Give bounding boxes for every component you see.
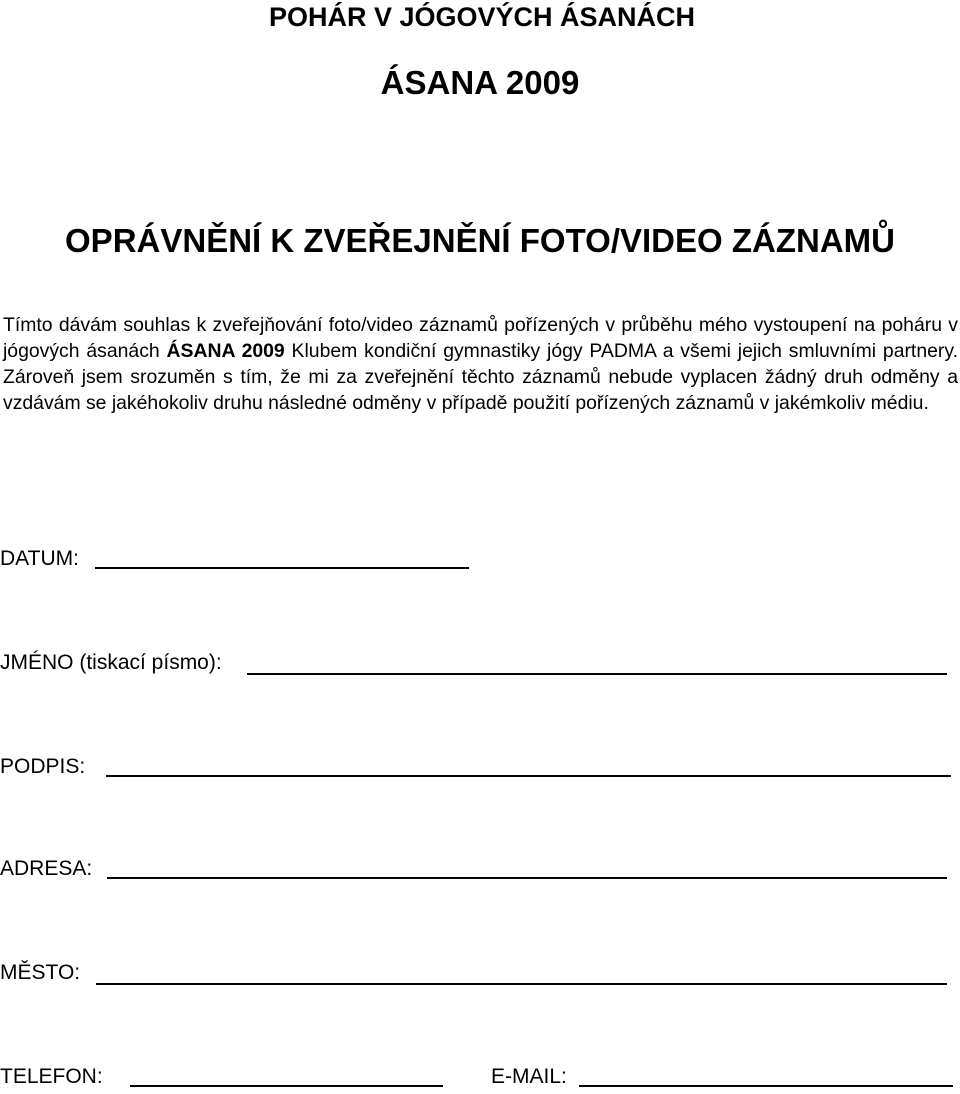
phone-label: TELEFON:	[0, 1065, 103, 1088]
phone-line[interactable]	[130, 1085, 443, 1087]
paragraph-text-end: Klubem kondiční gymnastiky jógy PADMA a všemi jejich smluvními partnery. Zároveň jsem srozuměn s tím, že mi za zveřejnění těchto záznamů nebude vyplacen žádný druh odměny a vzdávám se jakéhokoliv druhu následné odměny v případě použití pořízených záznamů v jakémkoliv médiu.	[3, 340, 958, 414]
address-line[interactable]	[107, 877, 947, 879]
event-title: POHÁR V JÓGOVÝCH ÁSANÁCH	[268, 2, 696, 32]
signature-line[interactable]	[106, 775, 951, 777]
date-signature-line[interactable]	[95, 567, 469, 569]
email-line[interactable]	[579, 1085, 953, 1087]
city-line[interactable]	[96, 983, 947, 985]
paragraph-text-start: Tímto dávám souhlas k zveřejňování foto/video záznamů pořízených v průběhu mého vystoupení na poháru v jógových ásanách	[3, 314, 958, 362]
name-line[interactable]	[247, 673, 947, 675]
address-label: ADRESA:	[0, 857, 93, 880]
date-label: DATUM:	[0, 547, 79, 570]
name-label: JMÉNO (tiskací písmo):	[0, 651, 222, 674]
consent-paragraph	[3, 312, 958, 416]
paragraph-event-name: ÁSANA 2009	[166, 340, 285, 362]
email-label: E-MAIL:	[491, 1065, 567, 1088]
consent-title: OPRÁVNĚNÍ K ZVEŘEJNĚNÍ FOTO/VIDEO ZÁZNAMŮ	[65, 222, 895, 259]
signature-label: PODPIS:	[0, 755, 86, 778]
city-label: MĚSTO:	[0, 961, 81, 984]
event-year-title: ÁSANA 2009	[380, 64, 580, 101]
